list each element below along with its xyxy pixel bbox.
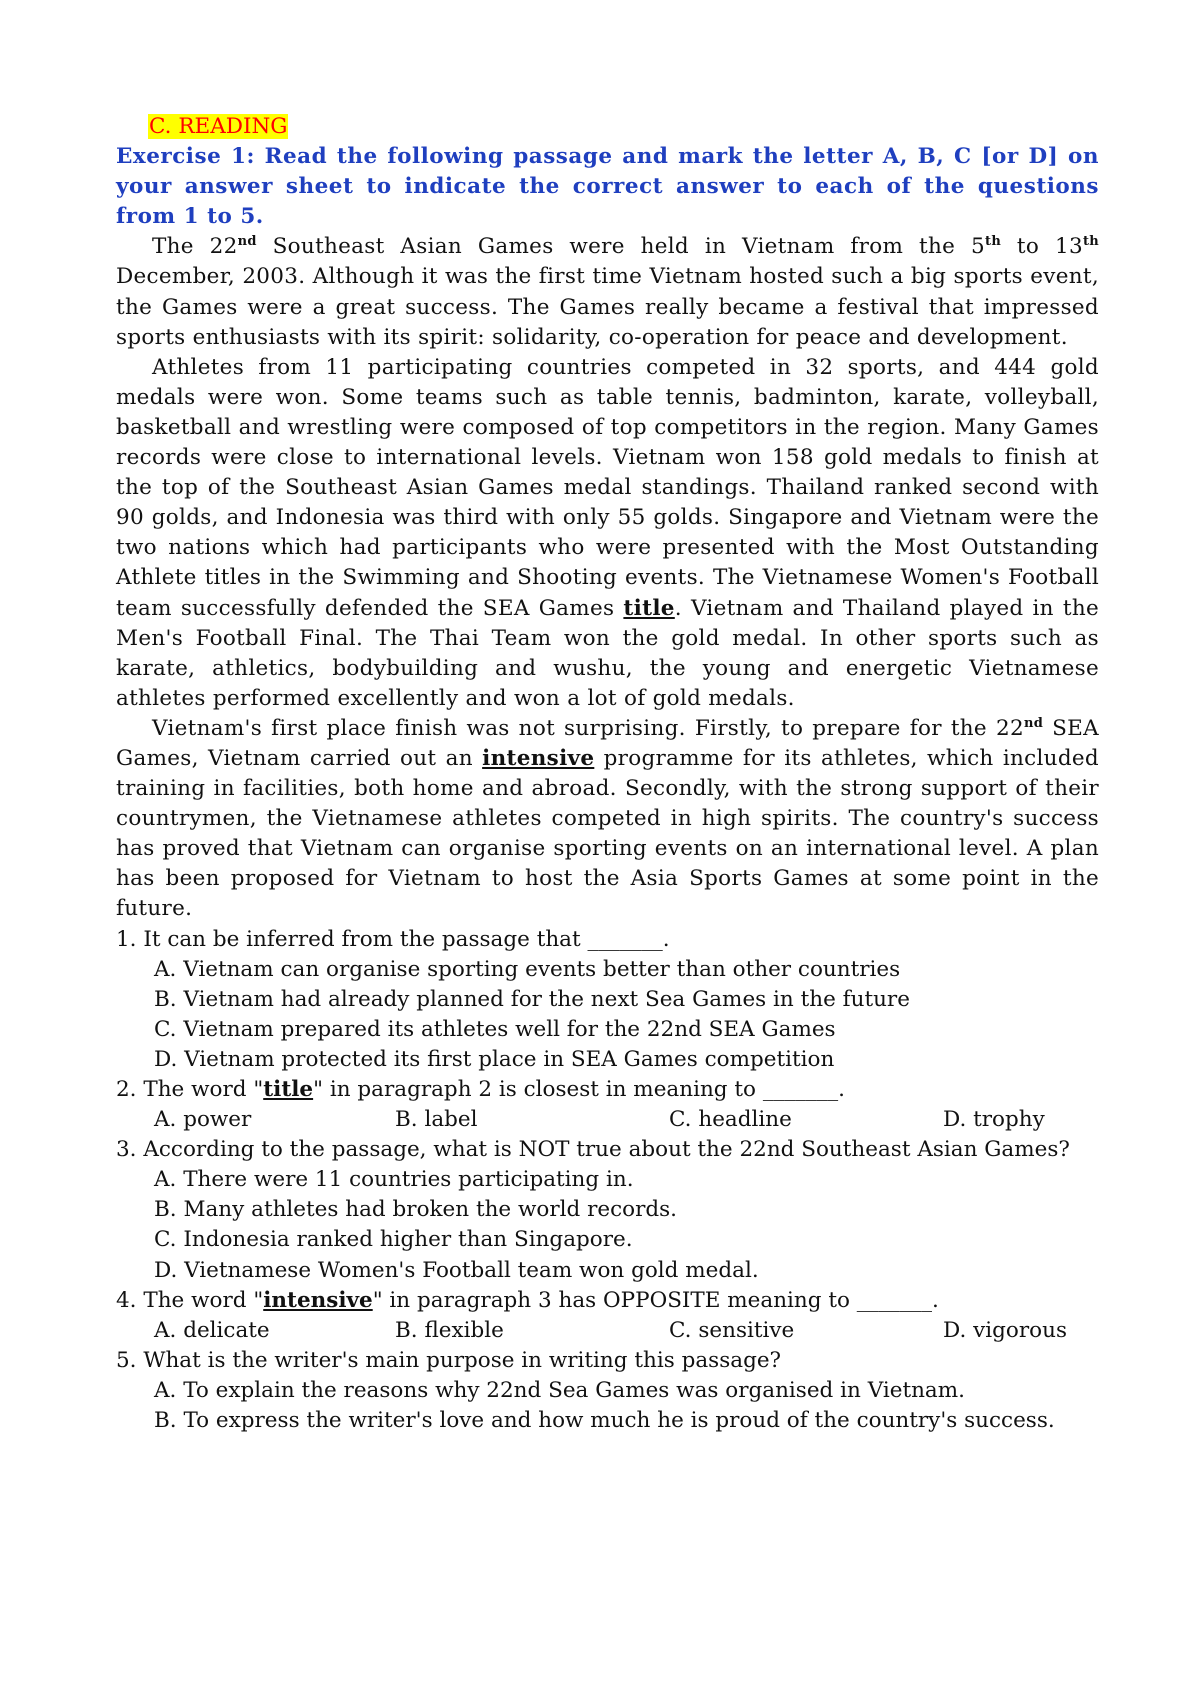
keyword-title: title [623,595,675,621]
question-4-option-c: C. sensitive [669,1317,795,1343]
passage-paragraph-3: Vietnam's first place finish was not surprising. Firstly, to prepare for the 22nd SEA Games, Vietnam carried out an intensive programme for its athletes, which included training in facilities, both home and abroad. Secondly, with the strong support of their countrymen, the Vietnamese athletes competed in high spirits. The country's success has proved that Vietnam can organise sporting events on an international level. A plan has been proposed for Vietnam to host the Asia Sports Games at some point in the future. [116,715,1099,922]
passage-paragraph-1: The 22nd Southeast Asian Games were held in Vietnam from the 5th to 13th December, 2003. Although it was the first time Vietnam hosted such a big sports event, the Games were a great success. The Games really became a festival that impressed sports enthusiasts with its spirit: solidarity, co-operation for peace and development. [116,234,1100,350]
question-3-option-d: D. Vietnamese Women's Football team won gold medal. [154,1257,759,1283]
question-4-options [154,1316,1099,1346]
question-2-option-c: C. headline [669,1107,792,1133]
question-1-option-a: A. Vietnam can organise sporting events better than other countries [154,956,901,982]
question-1-stem: 1. It can be inferred from the passage that _______. [116,926,670,952]
question-4-option-d: D. vigorous [943,1317,1067,1343]
question-2-option-b: B. label [395,1107,478,1133]
question-3-option-b: B. Many athletes had broken the world records. [154,1197,677,1223]
question-3-option-a: A. There were 11 countries participating in. [154,1167,634,1193]
document-page [116,112,1099,1436]
question-1-option-d: D. Vietnam protected its first place in SEA Games competition [154,1046,835,1072]
keyword-intensive: intensive [482,745,595,771]
section-title: C. READING [149,114,288,139]
question-5-option-b: B. To express the writer's love and how much he is proud of the country's success. [154,1408,1055,1434]
question-2-option-d: D. trophy [943,1107,1045,1133]
question-5-option-a: A. To explain the reasons why 22nd Sea Games was organised in Vietnam. [154,1377,965,1403]
question-2-option-a: A. power [154,1107,252,1133]
question-3-stem: 3. According to the passage, what is NOT true about the 22nd Southeast Asian Games? [116,1137,1070,1163]
question-4-stem: 4. The word "intensive" in paragraph 3 has OPPOSITE meaning to _______. [116,1287,939,1313]
question-1-option-b: B. Vietnam had already planned for the next Sea Games in the future [154,986,910,1012]
question-5-stem: 5. What is the writer's main purpose in writing this passage? [116,1347,782,1373]
question-4-option-a: A. delicate [154,1317,270,1343]
question-2-options [154,1105,1099,1135]
question-3-option-c: C. Indonesia ranked higher than Singapore. [154,1227,633,1253]
passage-paragraph-2: Athletes from 11 participating countries competed in 32 sports, and 444 gold medals were won. Some teams such as table tennis, badminton, karate, volleyball, basketball and wrestling were composed of top competitors in the region. Many Games records were close to international levels. Vietnam won 158 gold medals to finish at the top of the Southeast Asian Games medal standings. Thailand ranked second with 90 golds, and Indonesia was third with only 55 golds. Singapore and Vietnam were the two nations which had participants who were presented with the Most Outstanding Athlete titles in the Swimming and Shooting events. The Vietnamese Women's Football team successfully defended the SEA Games title. Vietnam and Thailand played in the Men's Football Final. The Thai Team won the gold medal. In other sports such as karate, athletics, bodybuilding and wushu, the young and energetic Vietnamese athletes performed excellently and won a lot of gold medals. [116,354,1099,711]
question-1-option-c: C. Vietnam prepared its athletes well for the 22nd SEA Games [154,1016,836,1042]
question-4-option-b: B. flexible [395,1317,504,1343]
question-2-stem: 2. The word "title" in paragraph 2 is closest in meaning to _______. [116,1077,845,1102]
exercise-instruction: Exercise 1: Read the following passage and mark the letter A, B, C [or D] on your answer sheet to indicate the correct answer to each of the questions from 1 to 5. [116,144,1099,230]
